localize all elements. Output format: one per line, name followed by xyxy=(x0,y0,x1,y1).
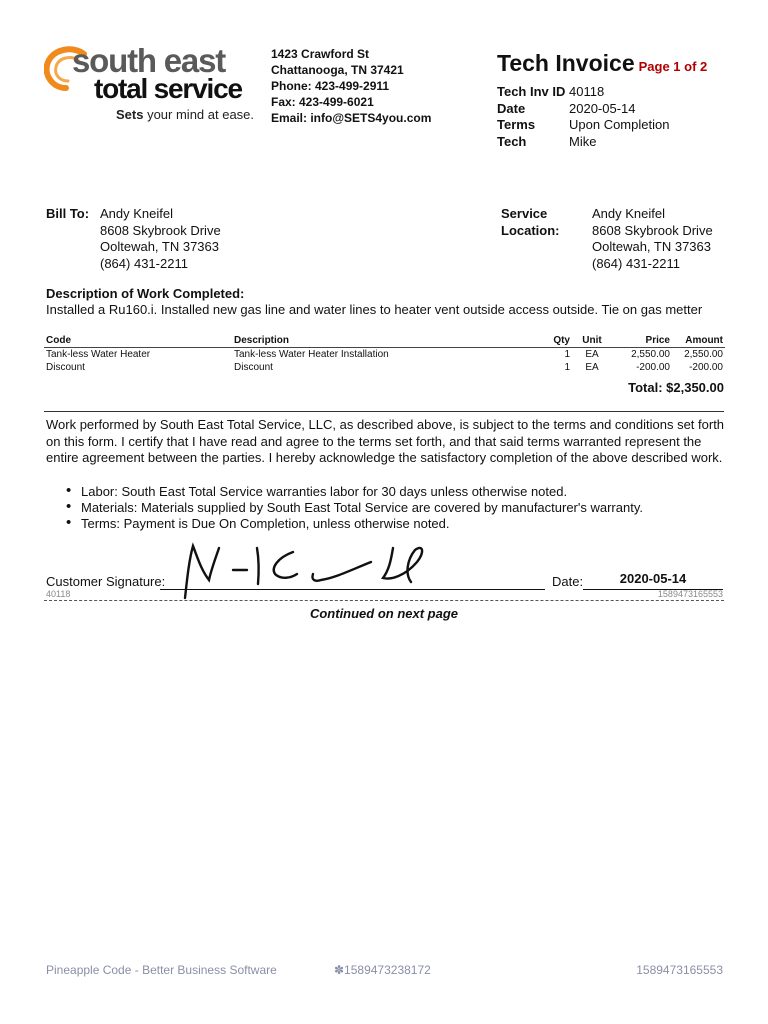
company-logo xyxy=(44,44,266,124)
company-fax: Fax: 423-499-6021 xyxy=(271,95,374,109)
col-header-description: Description xyxy=(232,333,492,348)
work-description-text: Installed a Ru160.i. Installed new gas line and water lines to heater vent outside access outside. Tie on gas metter xyxy=(46,302,703,317)
list-item: • Terms: Payment is Due On Completion, unless otherwise noted. xyxy=(64,516,643,532)
meta-row-date: Date 2020-05-14 xyxy=(497,100,636,116)
invoice-total: Total: $2,350.00 xyxy=(628,380,724,395)
service-location-address: Andy Kneifel 8608 Skybrook Drive Ooltewah, TN 37363 (864) 431-2211 xyxy=(592,206,713,271)
bill-to-label: Bill To: xyxy=(46,206,90,221)
warranty-list xyxy=(64,484,643,532)
divider xyxy=(44,411,724,412)
customer-signature-image xyxy=(175,540,445,602)
footer-software-credit: Pineapple Code - Better Business Software xyxy=(46,963,277,977)
line-items-table xyxy=(44,333,725,374)
meta-row-inv-id: Tech Inv ID 40118 xyxy=(497,84,605,99)
table-header-row xyxy=(44,333,725,348)
list-item: • Materials: Materials supplied by South East Total Service are covered by manufacturer's warranty. xyxy=(64,500,643,516)
table-row: Tank-less Water Heater Tank-less Water Heater Installation 1 EA 2,550.00 2,550.00 xyxy=(46,349,723,360)
invoice-title: Tech Invoice Page 1 of 2 xyxy=(497,50,708,76)
date-label: Date: xyxy=(552,574,584,589)
meta-row-terms: Terms Upon Completion xyxy=(497,117,670,132)
page-indicator: Page 1 of 2 xyxy=(638,59,708,74)
terms-paragraph: Work performed by South East Total Service, LLC, as described above, is subject to the terms and conditions set forth on this form. I certify that I have read and agree to the terms set forth, and that said terms warranted represent the entire agreement between the parties. I hereby acknowledge the satisfactory completion of the above described work. xyxy=(46,417,725,465)
customer-signature-label: Customer Signature: xyxy=(46,574,166,589)
company-phone: Phone: 423-499-2911 xyxy=(271,79,390,93)
signature-line[interactable] xyxy=(160,589,545,590)
continued-notice: Continued on next page xyxy=(309,606,459,621)
small-document-id: 1589473165553 xyxy=(657,589,723,599)
service-location-label: Service Location: xyxy=(501,206,560,238)
table-row: Discount Discount 1 EA -200.00 -200.00 xyxy=(46,362,723,373)
small-invoice-id: 40118 xyxy=(46,589,71,599)
signature-date-value: 2020-05-14 xyxy=(619,571,687,586)
meta-row-tech: Tech Mike xyxy=(497,133,597,149)
company-email[interactable]: Email: info@SETS4you.com xyxy=(271,111,432,125)
col-header-qty: Qty xyxy=(492,333,572,348)
company-address-line1: 1423 Crawford St xyxy=(271,47,370,61)
list-item: • Labor: South East Total Service warranties labor for 30 days unless otherwise noted. xyxy=(64,484,643,500)
col-header-price: Price xyxy=(612,333,672,348)
company-address-line2: Chattanooga, TN 37421 xyxy=(271,63,404,77)
company-contact xyxy=(271,46,431,126)
invoice-meta xyxy=(497,84,669,150)
work-description-heading: Description of Work Completed: xyxy=(46,286,245,301)
col-header-code: Code xyxy=(44,333,232,348)
col-header-unit: Unit xyxy=(572,333,612,348)
dashed-divider xyxy=(44,600,724,601)
col-header-amount: Amount xyxy=(672,333,725,348)
bill-to-address: Andy Kneifel 8608 Skybrook Drive Ooltewah, TN 37363 (864) 431-2211 xyxy=(100,206,221,271)
footer-right-id: 1589473165553 xyxy=(636,963,723,977)
logo-word-south-east: south east xyxy=(72,42,226,79)
logo-tagline: Sets your mind at ease. xyxy=(116,107,255,122)
footer-center-id: ✽1589473238172 xyxy=(334,963,431,977)
logo-word-total-service: total service xyxy=(94,73,242,104)
